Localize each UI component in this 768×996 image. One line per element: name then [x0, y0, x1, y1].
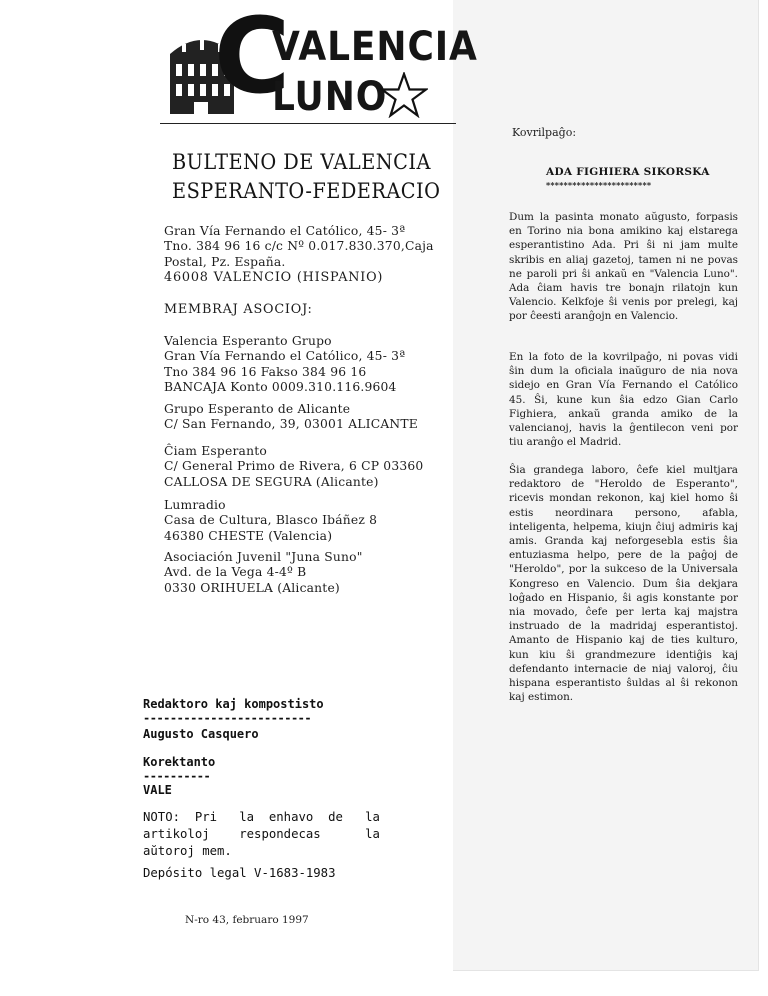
member-line: Asociación Juvenil "Juna Suno": [164, 550, 363, 564]
logo-crescent-letter: C: [214, 0, 291, 117]
proofreader-heading: Korektanto: [143, 755, 216, 769]
address-line: Postal, Pz. España.: [164, 254, 286, 269]
proofreader-rule: ----------: [143, 769, 211, 783]
editor-rule: -------------------------: [143, 711, 312, 725]
member-entry: [164, 334, 454, 396]
member-line: Grupo Esperanto de Alicante: [164, 402, 351, 416]
editor-name: Augusto Casquero: [143, 727, 259, 741]
editor-heading: Redaktoro kaj kompostisto: [143, 697, 324, 711]
bulletin-title: [172, 148, 439, 206]
member-line: BANCAJA Konto 0009.310.116.9604: [164, 380, 397, 395]
editorial-note: [143, 809, 380, 860]
member-line: C/ General Primo de Rivera, 6 CP 03360: [164, 459, 424, 474]
logo-word-luno: LUNO: [272, 74, 388, 120]
member-entry: [164, 444, 454, 490]
note-line: NOTO: Pri la enhavo de la: [143, 810, 380, 824]
note-line: aŭtoroj mem.: [143, 844, 232, 858]
address-line: Tno. 384 96 16 c/c Nº 0.017.830.370,Caja: [164, 239, 434, 254]
logo-word-valencia: VALENCIA: [272, 24, 478, 70]
bulletin-title-line: ESPERANTO-FEDERACIO: [172, 179, 441, 203]
cover-label: Kovrilpaĝo:: [512, 126, 577, 139]
member-entry: [164, 402, 454, 433]
member-line: Valencia Esperanto Grupo: [164, 334, 332, 348]
member-entry: [164, 498, 454, 544]
member-line: CALLOSA DE SEGURA (Alicante): [164, 474, 379, 489]
members-heading: MEMBRAJ ASOCIOJ:: [164, 302, 313, 317]
federation-address: [164, 224, 454, 286]
article-author: ADA FIGHIERA SIKORSKA: [546, 166, 710, 178]
member-entry: [164, 550, 454, 596]
member-line: Gran Vía Fernando el Católico, 45- 3ª: [164, 349, 406, 364]
note-line: artikoloj respondecas la: [143, 827, 380, 841]
article-paragraph: Ŝia grandega laboro, ĉefe kiel multjara redaktoro de "Heroldo de Esperanto", ricevis mondan rekonon, kaj kiel homo ŝi estis neordinara persono, afabla, inteligenta, helpema, kiujn ĉiuj admiris kaj amis. Granda kaj neforgesebla estis ŝia entuziasma helpo, pere de la paĝoj de "Heroldo", por la sukceso de la Universala Kongreso en Valencio. Dum ŝia dekjara loĝado en Hispanio, ŝi agis konstante por nia movado, ĉefe per lerta kaj majstra instruado de la madridaj esperantistoj. Amanto de Hispanio kaj de ties kulturo, kun kiu ŝi grandmezure identiĝis kaj defendanto internacie de niaj valoroj, ĉiu hispana esperantisto ŝuldas al ŝi rekonon kaj estimon.: [509, 464, 738, 704]
member-line: 46380 CHESTE (Valencia): [164, 528, 333, 543]
article-paragraph: En la foto de la kovrilpaĝo, ni povas vidi ŝin dum la oficiala inaŭguro de nia nova sidejo en Gran Vía Fernando el Católico 45. Ŝi, kune kun ŝia edzo Gian Carlo Fighiera, ankaŭ granda amiko de la valencianoj, havis la ĝentilecon veni por tiu aranĝo el Madrid.: [509, 351, 738, 449]
member-line: Tno 384 96 16 Fakso 384 96 16: [164, 364, 367, 379]
member-line: C/ San Fernando, 39, 03001 ALICANTE: [164, 417, 418, 432]
address-line: Gran Vía Fernando el Católico, 45- 3ª: [164, 224, 406, 238]
star-icon: [380, 72, 428, 118]
member-line: Ĉiam Esperanto: [164, 444, 267, 458]
masthead-logo: [168, 0, 478, 120]
member-line: Avd. de la Vega 4-4º B: [164, 565, 307, 580]
legal-deposit: Depósito legal V-1683-1983: [143, 866, 336, 880]
author-underline: ************************: [546, 180, 652, 190]
bulletin-title-line: BULTENO DE VALENCIA: [172, 150, 431, 174]
member-line: Casa de Cultura, Blasco Ibáñez 8: [164, 513, 378, 528]
member-line: 0330 ORIHUELA (Alicante): [164, 580, 340, 595]
article-paragraph: Dum la pasinta monato aŭgusto, forpasis en Torino nia bona amikino kaj elstarega esperantistino Ada. Pri ŝi ni jam multe skribis en aliaj gazetoj, tamen ni ne povas ne paroli pri ŝi ankaŭ en "Valencia Luno". Ada ĉiam havis tre bonajn rilatojn kun Valencio. Kelkfoje ŝi venis por prelegi, kaj por ĉeesti aranĝojn en Valencio.: [509, 211, 738, 323]
address-line: 46008 VALENCIO (HISPANIO): [164, 270, 384, 286]
issue-number: N-ro 43, februaro 1997: [185, 914, 309, 926]
proofreader-name: VALE: [143, 783, 172, 797]
member-line: Lumradio: [164, 498, 226, 512]
masthead-rule: [160, 123, 456, 124]
